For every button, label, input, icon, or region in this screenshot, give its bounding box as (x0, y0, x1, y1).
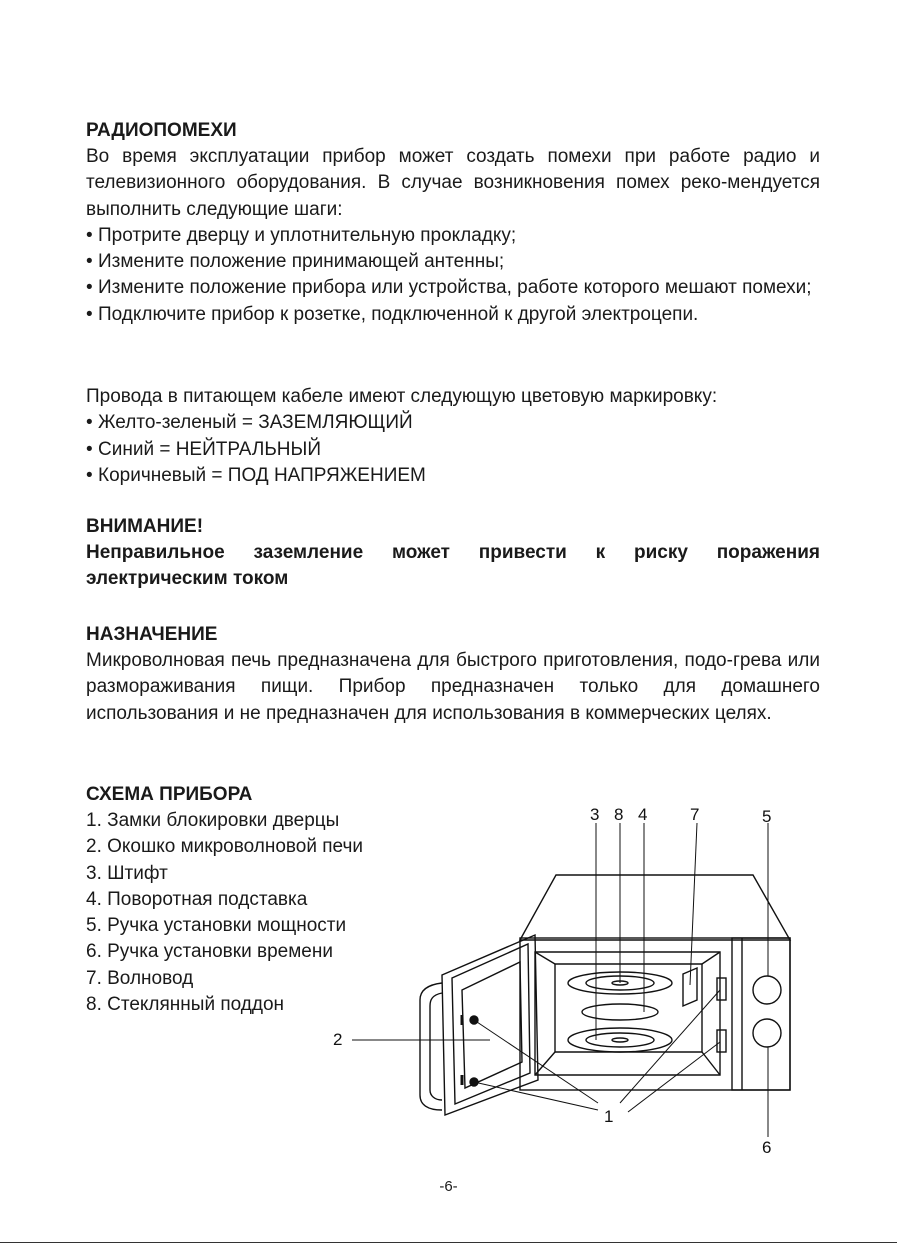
callout-6: 6 (762, 1138, 772, 1157)
radio-title: РАДИОПОМЕХИ (86, 120, 237, 141)
list-item: 1. Замки блокировки дверцы (86, 810, 340, 831)
radio-section (86, 118, 820, 328)
radio-intro: Во время эксплуатации прибор может создать помехи при работе радио и телевизионного оборудования. В случае возникновения помех реко-мендуется выполнить следующие шаги: (86, 146, 820, 220)
list-item: • Коричневый = ПОД НАПРЯЖЕНИЕМ (86, 463, 820, 489)
door (442, 935, 538, 1115)
list-item: 8. Стеклянный поддон (86, 994, 285, 1016)
microwave-body (520, 938, 790, 1090)
warning-title: ВНИМАНИЕ! (86, 516, 204, 537)
callout-5: 5 (762, 807, 772, 826)
warning-text: Неправильное заземление может привести к риску поражения электрическим током (86, 542, 820, 590)
callout-3: 3 (590, 805, 600, 824)
list-item: • Протрите дверцу и уплотнительную прокладку; (86, 223, 820, 249)
door-window (462, 962, 522, 1088)
latch-hole-bottom (717, 1030, 726, 1052)
wiring-section (86, 384, 820, 489)
callout-7: 7 (690, 805, 700, 824)
bottom-divider (0, 1242, 897, 1243)
page-number: -6- (439, 1178, 458, 1195)
warning-section (86, 514, 820, 593)
list-item: • Измените положение принимающей антенны; (86, 249, 820, 275)
microwave-top (520, 875, 790, 940)
turntable-ring (582, 1004, 658, 1020)
purpose-text: Микроволновая печь предназначена для быстрого приготовления, подо-грева или размораживания пищи. Прибор предназначен только для домашнего использования и не предназначен для использования в коммерческих целях. (86, 650, 820, 724)
list-item: • Измените положение прибора или устройства, работе которого мешают помехи; (86, 275, 820, 301)
microwave-diagram (320, 790, 820, 1170)
control-panel (732, 938, 790, 1090)
list-item: 3. Штифт (86, 862, 168, 884)
callout-1: 1 (604, 1107, 614, 1126)
latch-hole-top (717, 978, 726, 1000)
timer-knob (753, 1019, 781, 1047)
list-item: 7. Волновод (86, 967, 194, 989)
list-item: 4. Поворотная подставка (86, 888, 308, 910)
power-knob (753, 976, 781, 1004)
purpose-title: НАЗНАЧЕНИЕ (86, 624, 218, 645)
callout-4: 4 (638, 805, 648, 824)
radio-steps (86, 223, 820, 328)
scheme-title: СХЕМА ПРИБОРА (86, 784, 253, 805)
callout-8: 8 (614, 805, 624, 824)
list-item: • Синий = НЕЙТРАЛЬНЫЙ (86, 437, 820, 463)
list-item: • Желто-зеленый = ЗАЗЕМЛЯЮЩИЙ (86, 410, 820, 436)
list-item: 5. Ручка установки мощности (86, 915, 347, 937)
callout-2: 2 (333, 1030, 343, 1049)
wiring-intro: Провода в питающем кабеле имеют следующую цветовую маркировку: (86, 386, 718, 407)
list-item: 6. Ручка установки времени (86, 941, 333, 963)
purpose-section (86, 622, 820, 727)
wiring-list (86, 410, 820, 489)
list-item: • Подключите прибор к розетке, подключенной к другой электроцепи. (86, 302, 820, 328)
list-item: 2. Окошко микроволновой печи (86, 836, 363, 858)
